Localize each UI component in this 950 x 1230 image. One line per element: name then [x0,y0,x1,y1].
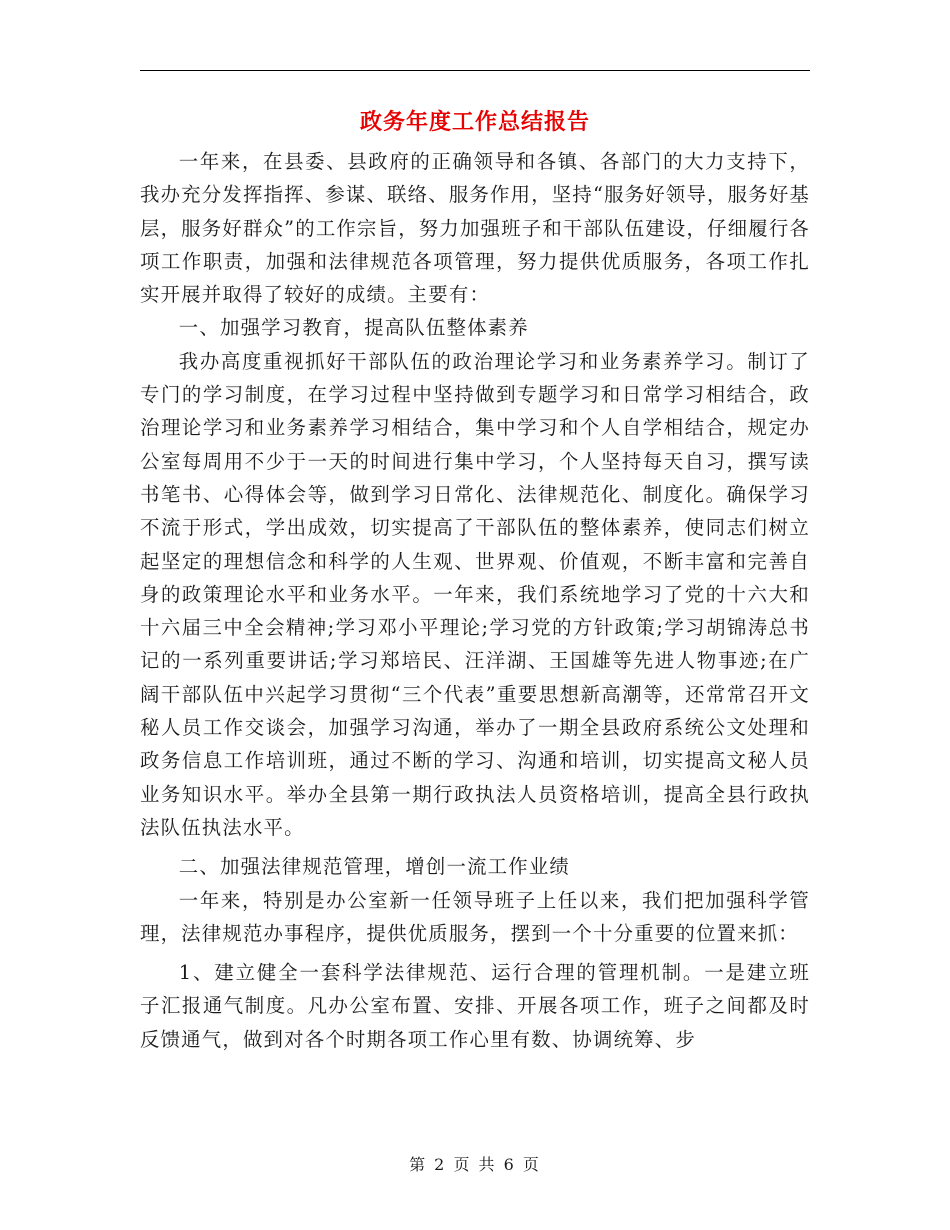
intro-paragraph: 一年来，在县委、县政府的正确领导和各镇、各部门的大力支持下，我办充分发挥指挥、参谋、联络、服务作用，坚持“服务好领导，服务好基层，服务好群众”的工作宗旨，努力加强班子和干部队伍建设，仔细履行各项工作职责，加强和法律规范各项管理，努力提供优质服务，各项工作扎实开展并取得了较好的成绩。主要有： [140,150,811,307]
section-heading-2: 二、加强法律规范管理，增创一流工作业绩 [178,855,571,879]
document-body [140,105,810,1056]
section-heading-1: 一、加强学习教育，提高队伍整体素养 [178,316,529,340]
page-number: 第 2 页 共 6 页 [409,1155,541,1174]
section-2-item-1-paragraph: 1、建立健全一套科学法律规范、运行合理的管理机制。一是建立班子汇报通气制度。凡办公室布置、安排、开展各项工作，班子之间都及时反馈通气，做到对各个时期各项工作心里有数、协调统筹、步 [140,961,810,1051]
header-rule [140,70,810,71]
section-2-paragraph: 一年来，特别是办公室新一任领导班子上任以来，我们把加强科学管理，法律规范办事程序，提供优质服务，摆到一个十分重要的位置来抓： [140,888,810,945]
section-1-paragraph: 我办高度重视抓好干部队伍的政治理论学习和业务素养学习。制订了专门的学习制度，在学习过程中坚持做到专题学习和日常学习相结合，政治理论学习和业务素养学习相结合，集中学习和个人自学相结合，规定办公室每周用不少于一天的时间进行集中学习，个人坚持每天自习，撰写读书笔书、心得体会等，做到学习日常化、法律规范化、制度化。确保学习不流于形式，学出成效，切实提高了干部队伍的整体素养，使同志们树立起坚定的理想信念和科学的人生观、世界观、价值观，不断丰富和完善自身的政策理论水平和业务水平。一年来，我们系统地学习了党的十六大和十六届三中全会精神;学习邓小平理论;学习党的方针政策;学习胡锦涛总书记的一系列重要讲话;学习郑培民、汪洋湖、王国雄等先进人物事迹;在广阔干部队伍中兴起学习贯彻“三个代表”重要思想新高潮等，还常常召开文秘人员工作交谈会，加强学习沟通，举办了一期全县政府系统公文处理和政务信息工作培训班，通过不断的学习、沟通和培训，切实提高文秘人员业务知识水平。举办全县第一期行政执法人员资格培训，提高全县行政执法队伍执法水平。 [140,349,810,839]
document-title: 政务年度工作总结报告 [359,109,590,135]
